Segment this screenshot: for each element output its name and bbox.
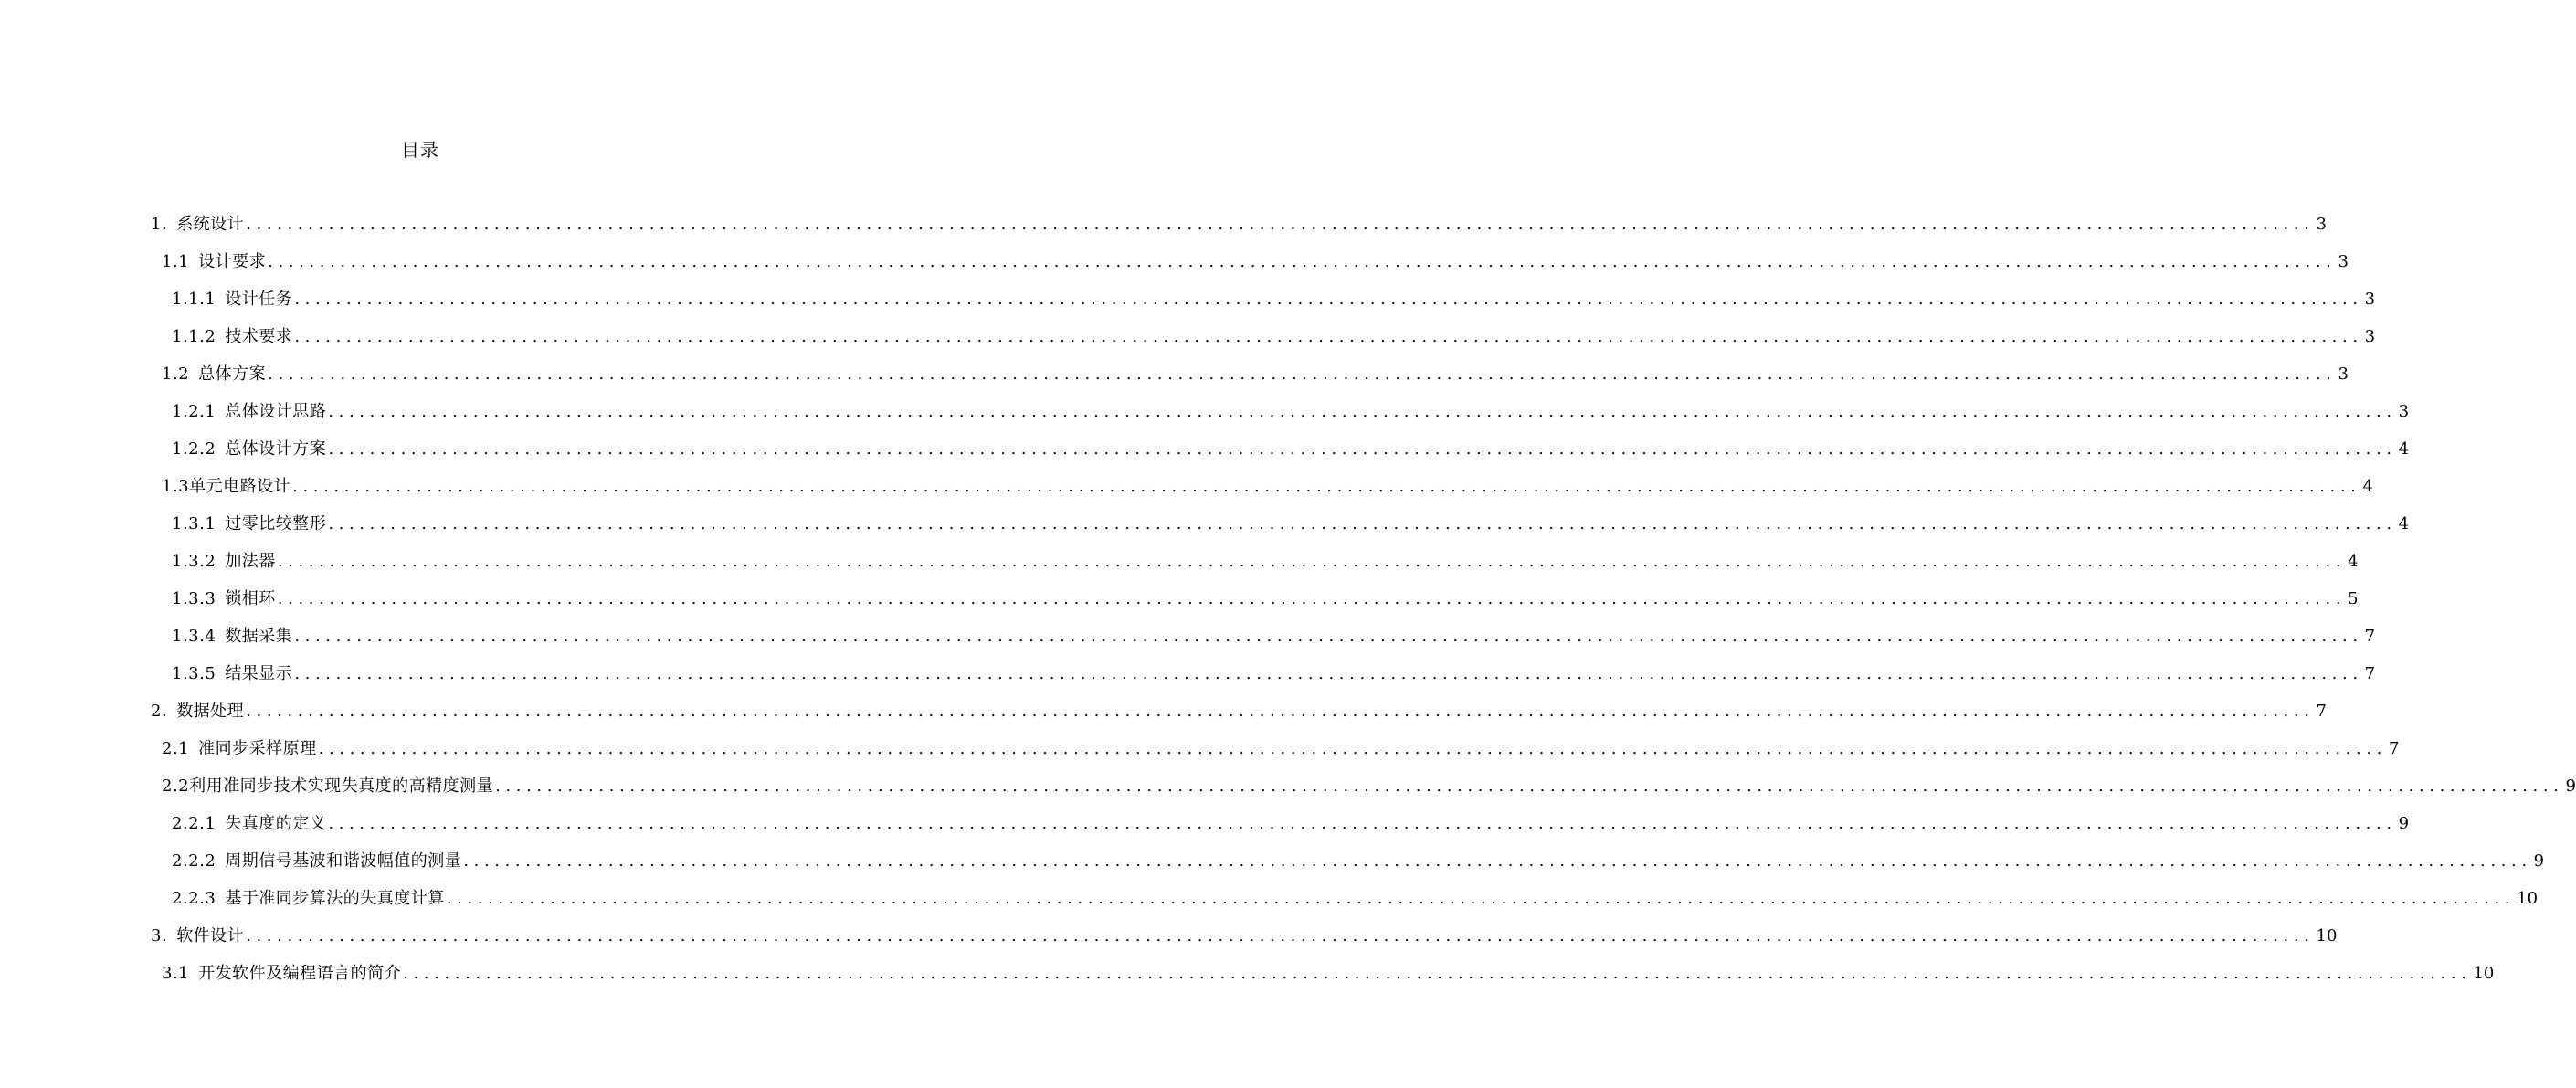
toc-entry-number: 1.2 [162,364,190,384]
toc-entry[interactable] [172,584,2359,615]
toc-entry-page: 4 [2348,552,2359,571]
toc-entry-page: 10 [2316,926,2338,945]
toc-dot-leader: ........................................................................................................................................................................................................ [246,215,2315,234]
toc-entry-title: 系统设计 [176,215,245,234]
toc-entry-page: 9 [2565,776,2576,796]
toc-dot-leader: ........................................................................................................................................................................................................ [328,514,2397,533]
toc-entry-number: 2.2.3 [172,889,216,908]
toc-entry-title: 过零比较整形 [225,514,327,533]
toc-entry-number: 2.2.2 [172,851,216,871]
toc-dot-leader: ........................................................................................................................................................................................................ [292,477,2361,496]
toc-entry[interactable] [172,808,2410,840]
toc-dot-leader: ........................................................................................................................................................................................................ [277,589,2347,608]
toc-entry-number: 1.3 [162,477,190,496]
toc-entry-title: 软件设计 [176,926,245,945]
toc-entry-number: 1.1.1 [172,290,216,309]
toc-entry-page: 9 [2398,814,2410,833]
toc-entry-number: 1.3.5 [172,664,216,683]
toc-entry-number: 2.2 [162,776,190,796]
toc-entry[interactable] [162,958,2495,989]
toc-entry-title: 结果显示 [225,664,293,683]
toc-entry-page: 9 [2533,851,2545,871]
toc-dot-leader: ........................................................................................................................................................................................................ [246,702,2315,721]
toc-entry-title: 总体设计方案 [225,439,327,459]
toc-entry-number: 2.1 [162,739,190,758]
toc-entry-number: 1.3.1 [172,514,216,533]
toc-entry-title: 总体设计思路 [225,402,327,421]
toc-entry-title: 利用准同步技术实现失真度的高精度测量 [189,776,494,796]
toc-entry-number: 1.2.2 [172,439,216,459]
toc-entry-number: 2. [151,702,168,721]
toc-entry-title: 单元电路设计 [189,477,291,496]
toc-entry[interactable] [151,696,2327,727]
toc-entry-number: 3. [151,926,168,945]
toc-entry-page: 3 [2316,215,2327,234]
toc-entry[interactable] [172,509,2410,540]
toc-dot-leader: ........................................................................................................................................................................................................ [268,364,2337,384]
toc-entry[interactable] [162,471,2373,502]
toc-entry[interactable] [162,359,2349,390]
toc-entry-number: 3.1 [162,964,190,983]
toc-entry-page: 10 [2473,964,2495,983]
toc-entry-page: 3 [2364,327,2376,346]
toc-entry-page: 3 [2364,290,2376,309]
toc-dot-leader: ........................................................................................................................................................................................................ [246,926,2315,945]
toc-dot-leader: ........................................................................................................................................................................................................ [446,889,2516,908]
toc-entry-number: 1. [151,215,168,234]
toc-entry-page: 4 [2362,477,2373,496]
toc-entry-title: 开发软件及编程语言的简介 [198,964,402,983]
toc-dot-leader: ........................................................................................................................................................................................................ [495,776,2564,796]
toc-entry-title: 周期信号基波和谐波幅值的测量 [225,851,462,871]
toc-entry-page: 7 [2388,739,2400,758]
toc-dot-leader: ........................................................................................................................................................................................................ [268,252,2337,271]
toc-entry-page: 4 [2398,514,2410,533]
toc-entry-page: 5 [2348,589,2359,608]
toc-dot-leader: ........................................................................................................................................................................................................ [463,851,2532,871]
toc-entry-page: 3 [2398,402,2410,421]
toc-entry-page: 3 [2338,252,2349,271]
toc-entry[interactable] [151,921,2338,952]
toc-entry-number: 1.3.4 [172,627,216,646]
toc-entry-title: 基于准同步算法的失真度计算 [225,889,445,908]
toc-dot-leader: ........................................................................................................................................................................................................ [294,664,2363,683]
toc-entry-number: 1.3.3 [172,589,216,608]
toc-entry-title: 失真度的定义 [225,814,327,833]
toc-entry-number: 2.2.1 [172,814,216,833]
toc-entry-title: 准同步采样原理 [198,739,317,758]
toc-entry[interactable] [162,734,2400,765]
toc-entry[interactable] [162,771,2576,802]
toc-entry-number: 1.1.2 [172,327,216,346]
toc-dot-leader: ........................................................................................................................................................................................................ [403,964,2472,983]
toc-entry[interactable] [172,659,2376,690]
toc-entry-page: 7 [2316,702,2327,721]
toc-dot-leader: ........................................................................................................................................................................................................ [294,327,2363,346]
toc-entry-title: 技术要求 [225,327,293,346]
toc-dot-leader: ........................................................................................................................................................................................................ [328,814,2397,833]
toc-entry-page: 7 [2364,627,2376,646]
toc-entry-title: 数据采集 [225,627,293,646]
toc-dot-leader: ........................................................................................................................................................................................................ [328,402,2397,421]
toc-entry-title: 设计要求 [198,252,267,271]
toc-entry-page: 10 [2517,889,2539,908]
toc-entry-title: 锁相环 [225,589,276,608]
toc-entry-title: 设计任务 [225,290,293,309]
toc-entry[interactable] [172,621,2376,652]
toc-entry[interactable] [172,883,2539,914]
toc-dot-leader: ........................................................................................................................................................................................................ [328,439,2397,459]
toc-dot-leader: ........................................................................................................................................................................................................ [277,552,2347,571]
toc-entry-title: 加法器 [225,552,276,571]
toc-entry[interactable] [162,247,2349,278]
toc-entry-title: 数据处理 [176,702,245,721]
toc-entry-title: 总体方案 [198,364,267,384]
toc-entry[interactable] [172,546,2359,577]
page-title: 目录 [401,139,439,161]
toc-entry-page: 3 [2338,364,2349,384]
toc-entry[interactable] [151,209,2327,240]
toc-entry[interactable] [172,396,2410,428]
toc-entry-page: 7 [2364,664,2376,683]
toc-entry[interactable] [172,322,2376,353]
toc-entry[interactable] [172,846,2545,877]
toc-entry[interactable] [172,434,2410,465]
toc-entry-number: 1.2.1 [172,402,216,421]
toc-dot-leader: ........................................................................................................................................................................................................ [294,290,2363,309]
toc-entry-number: 1.1 [162,252,190,271]
toc-entry-page: 4 [2398,439,2410,459]
toc-dot-leader: ........................................................................................................................................................................................................ [294,627,2363,646]
toc-entry[interactable] [172,284,2376,315]
toc-dot-leader: ........................................................................................................................................................................................................ [318,739,2387,758]
toc-entry-number: 1.3.2 [172,552,216,571]
